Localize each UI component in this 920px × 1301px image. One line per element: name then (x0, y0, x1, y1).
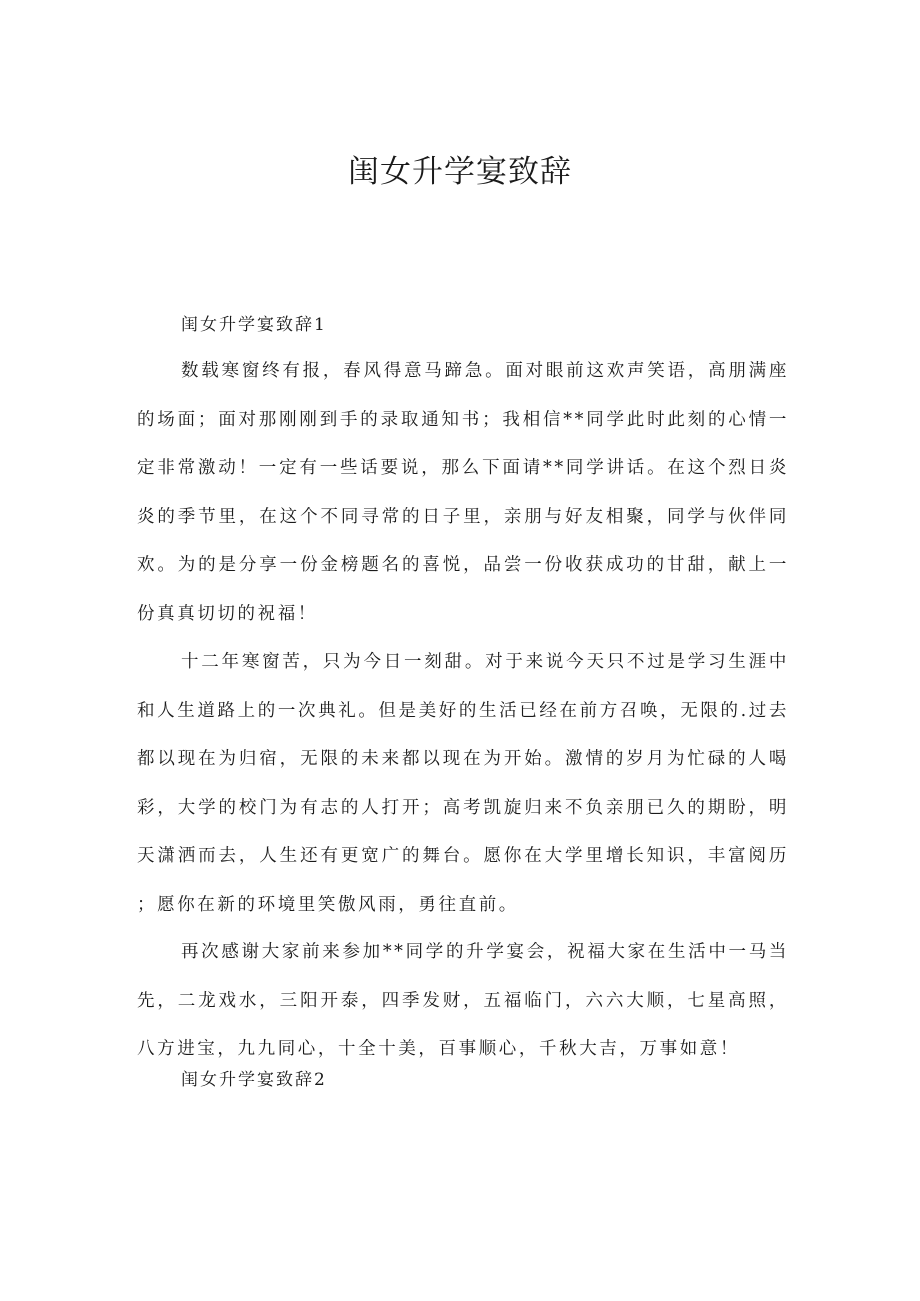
document-title: 闺女升学宴致辞 (348, 154, 572, 190)
section-heading-2: 闺女升学宴致辞2 (181, 1070, 327, 1090)
section-heading-1: 闺女升学宴致辞1 (181, 315, 327, 335)
paragraph-2: 十二年寒窗苦，只为今日一刻甜。对于来说今天只不过是学习生涯中和人生道路上的一次典礼。但是美好的生活已经在前方召唤，无限的.过去都以现在为归宿，无限的未来都以现在为开始。激情的岁月为忙碌的人喝彩，大学的校门为有志的人打开；高考凯旋归来不负亲朋已久的期盼，明天潇洒而去，人生还有更宽广的舞台。愿你在大学里增长知识，丰富阅历；愿你在新的环境里笑傲风雨，勇往直前。 (137, 652, 789, 915)
paragraph-3: 再次感谢大家前来参加**同学的升学宴会，祝福大家在生活中一马当先，二龙戏水，三阳开泰，四季发财，五福临门，六六大顺，七星高照，八方进宝，九九同心，十全十美，百事顺心，千秋大吉，万事如意！ (137, 942, 789, 1059)
paragraph-1: 数载寒窗终有报，春风得意马蹄急。面对眼前这欢声笑语，高朋满座的场面；面对那刚刚到手的录取通知书；我相信**同学此时此刻的心情一定非常激动！一定有一些话要说，那么下面请**同学讲话。在这个烈日炎炎的季节里，在这个不同寻常的日子里，亲朋与好友相聚，同学与伙伴同欢。为的是分享一份金榜题名的喜悦，品尝一份收获成功的甘甜，献上一份真真切切的祝福！ (137, 361, 789, 624)
